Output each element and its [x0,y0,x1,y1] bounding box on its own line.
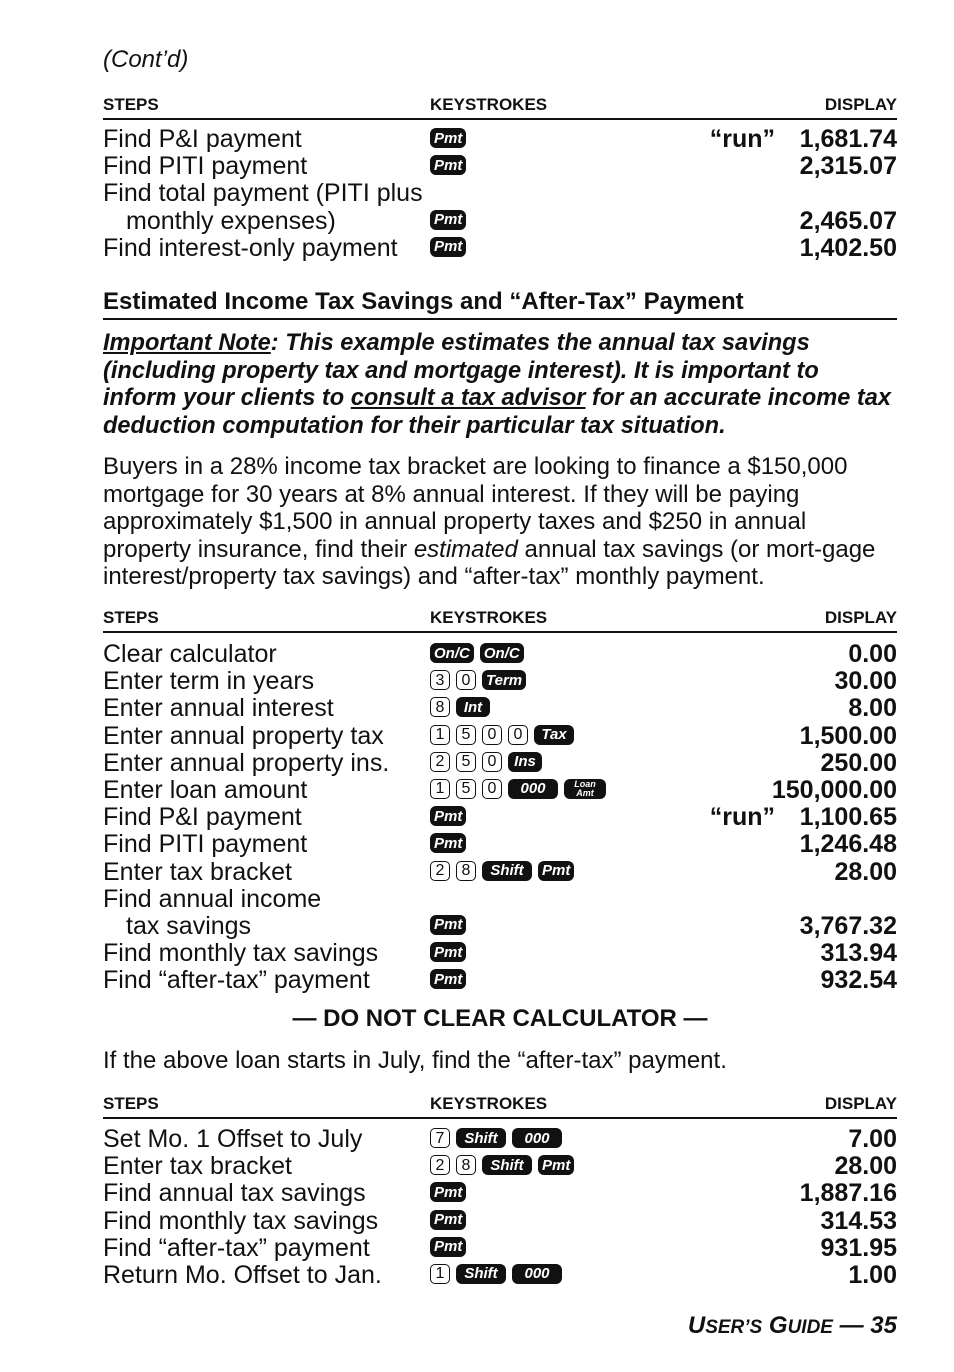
keystrokes [430,697,490,717]
pmt-key: Pmt [430,237,466,257]
header-steps: STEPS [103,1094,159,1113]
note-text-2: for an accurate income tax deduction computation for their particular tax situation. [103,385,892,439]
int-key: Int [456,697,490,717]
keystrokes [430,643,524,663]
header-steps: STEPS [103,95,159,114]
step-label: Enter tax bracket [103,857,292,886]
loan-amt-key: Loan Amt [564,779,606,799]
1-key: 1 [430,1264,450,1284]
5-key: 5 [456,752,476,772]
important-note [103,330,897,440]
0-key: 0 [456,670,476,690]
display-value: 30.00 [834,667,897,696]
display-value: 3,767.32 [799,911,897,940]
step-label: Set Mo. 1 Offset to July [103,1125,363,1153]
keystrokes [430,210,466,230]
pmt-key: Pmt [430,915,466,935]
tax-key: Tax [534,725,574,745]
table-row [103,831,897,858]
table-row [103,940,897,967]
display-value: 150,000.00 [771,775,897,804]
pmt-key: Pmt [430,833,466,853]
keystrokes [430,833,466,853]
8-key: 8 [456,861,476,881]
table-row [103,913,897,940]
1-key: 1 [430,779,450,799]
note-consult-link: consult a tax advisor [350,385,586,411]
table-row [103,126,897,153]
keystrokes [430,1237,466,1257]
table-header [103,609,897,633]
000-key: 000 [512,1128,562,1148]
header-keystrokes: KEYSTROKES [430,95,548,114]
step-label: Find total payment (PITI plus [103,179,423,208]
display-value: 2,465.07 [799,206,897,235]
0-key: 0 [482,725,502,745]
table-row [103,1180,897,1207]
on-c-key: On/C [480,643,524,663]
paragraph-emphasis: estimated [413,535,518,563]
0-key: 0 [482,752,502,772]
shift-key: Shift [456,1128,506,1148]
display-value: 1,100.65 [799,803,897,832]
display-value: 1,402.50 [799,233,897,262]
keystrokes [430,806,466,826]
table-row [103,180,897,207]
shift-key: Shift [482,861,532,881]
steps-table-3 [103,1095,897,1289]
keystrokes [430,779,606,799]
table-row [103,1262,897,1289]
table-header [103,1095,897,1119]
step-label: Enter loan amount [103,775,308,804]
step-label: Find PITI payment [103,152,308,181]
steps-table-1 [103,96,897,262]
keystrokes [430,1155,574,1175]
keystrokes [430,1182,466,1202]
pmt-key: Pmt [430,942,466,962]
0-key: 0 [508,725,528,745]
keystrokes [430,1210,466,1230]
0-key: 0 [482,779,502,799]
pmt-key: Pmt [430,155,466,175]
display-value: 1,887.16 [799,1179,897,1208]
step-label: Enter tax bracket [103,1152,292,1181]
pmt-key: Pmt [430,969,466,989]
keystrokes [430,725,574,745]
display-value: 1,681.74 [799,125,897,153]
display-value: 1,246.48 [799,830,897,859]
step-label: Find P&I payment [103,125,302,153]
keystrokes [430,969,466,989]
page-footer [688,1312,897,1340]
display-value: 1,500.00 [799,721,897,750]
keystrokes [430,128,466,148]
display-value: 1.00 [848,1260,897,1289]
run-indicator: “run” [709,803,775,832]
pmt-key: Pmt [430,1237,466,1257]
step-label: Find annual tax savings [103,1179,366,1208]
step-label: Clear calculator [103,640,277,668]
pmt-key: Pmt [538,861,574,881]
table-row [103,208,897,235]
000-key: 000 [512,1264,562,1284]
paragraph-text-2: annual tax savings (or mort-gage interest/property tax savings) and “after-tax” monthly payment. [103,535,876,590]
section-title: Estimated Income Tax Savings and “After-Tax” Payment [103,288,897,320]
3-key: 3 [430,670,450,690]
table-row [103,1235,897,1262]
shift-key: Shift [482,1155,532,1175]
5-key: 5 [456,725,476,745]
table-row [103,967,897,994]
8-key: 8 [456,1155,476,1175]
step-label: Enter term in years [103,667,315,696]
note-lead: Important Note [103,330,271,356]
display-value: 28.00 [834,1152,897,1181]
display-value: 0.00 [848,640,897,668]
step-label: Find annual income [103,884,322,913]
step-label: monthly expenses) [126,206,336,235]
display-value: 931.95 [820,1233,897,1262]
run-indicator: “run” [709,125,775,153]
footer-g: G [762,1312,788,1339]
step-label: Find “after-tax” payment [103,1233,370,1262]
header-display: DISPLAY [824,608,897,627]
table-row [103,1126,897,1153]
2-key: 2 [430,861,450,881]
table-row [103,153,897,180]
000-key: 000 [508,779,558,799]
table-row [103,235,897,262]
step-label: tax savings [126,911,252,940]
footer-uide: UIDE [787,1317,833,1338]
display-value: 932.54 [820,966,897,995]
step-label: Find monthly tax savings [103,1206,379,1235]
table-row [103,777,897,804]
step-label: Find PITI payment [103,830,308,859]
table-row [103,886,897,913]
table-row [103,641,897,668]
steps-table-2 [103,609,897,994]
example-paragraph [103,453,897,591]
5-key: 5 [456,779,476,799]
keystrokes [430,1128,562,1148]
pmt-key: Pmt [430,128,466,148]
step-label: Enter annual interest [103,694,334,723]
2-key: 2 [430,1155,450,1175]
footer-page-number: — 35 [832,1312,897,1339]
8-key: 8 [430,697,450,717]
footer-u: U [687,1312,706,1339]
display-value: 313.94 [820,939,897,968]
keystrokes [430,1264,562,1284]
pmt-key: Pmt [430,1210,466,1230]
pmt-key: Pmt [430,1182,466,1202]
display-value: 314.53 [820,1206,897,1235]
keystrokes [430,670,526,690]
step-label: Find “after-tax” payment [103,966,370,995]
on-c-key: On/C [430,643,474,663]
pmt-key: Pmt [430,210,466,230]
header-keystrokes: KEYSTROKES [430,608,548,627]
step-label: Enter annual property tax [103,721,384,750]
step-label: Find monthly tax savings [103,939,379,968]
header-steps: STEPS [103,608,159,627]
table-row [103,804,897,831]
keystrokes [430,942,466,962]
1-key: 1 [430,725,450,745]
step-label: Return Mo. Offset to Jan. [103,1260,382,1289]
pmt-key: Pmt [538,1155,574,1175]
keystrokes [430,237,466,257]
display-value: 2,315.07 [799,152,897,181]
keystrokes [430,915,466,935]
footer-sers: SER’S [705,1317,763,1338]
table-row [103,1153,897,1180]
step-label: Enter annual property ins. [103,748,390,777]
table-row [103,695,897,722]
display-value: 250.00 [820,748,897,777]
table-row [103,1208,897,1235]
term-key: Term [482,670,526,690]
keystrokes [430,155,466,175]
keystrokes [430,861,574,881]
keystrokes [430,752,542,772]
7-key: 7 [430,1128,450,1148]
2-key: 2 [430,752,450,772]
header-display: DISPLAY [824,1094,897,1113]
table-row [103,668,897,695]
display-value: 8.00 [848,694,897,723]
table-row [103,859,897,886]
header-keystrokes: KEYSTROKES [430,1094,548,1113]
condition-text: If the above loan starts in July, find the “after-tax” payment. [103,1047,727,1074]
table-row [103,723,897,750]
header-display: DISPLAY [824,95,897,114]
pmt-key: Pmt [430,806,466,826]
shift-key: Shift [456,1264,506,1284]
display-value: 7.00 [848,1125,897,1153]
ins-key: Ins [508,752,542,772]
display-value: 28.00 [834,857,897,886]
step-label: Find interest-only payment [103,233,398,262]
table-row [103,750,897,777]
table-header [103,96,897,120]
do-not-clear-notice: — DO NOT CLEAR CALCULATOR — [292,1005,708,1032]
note-text-1: : This example estimates the annual tax savings (including property tax and mortgage interest). It is important to inform your clients to [103,330,819,411]
continued-label: (Cont’d) [103,46,189,73]
step-label: Find P&I payment [103,803,302,832]
paragraph-text-1: Buyers in a 28% income tax bracket are looking to finance a $150,000 mortgage for 30 years at 8% annual interest. If they will be paying approximately $1,500 in annual property taxes and $250 in annual property insurance, find their [103,453,848,563]
